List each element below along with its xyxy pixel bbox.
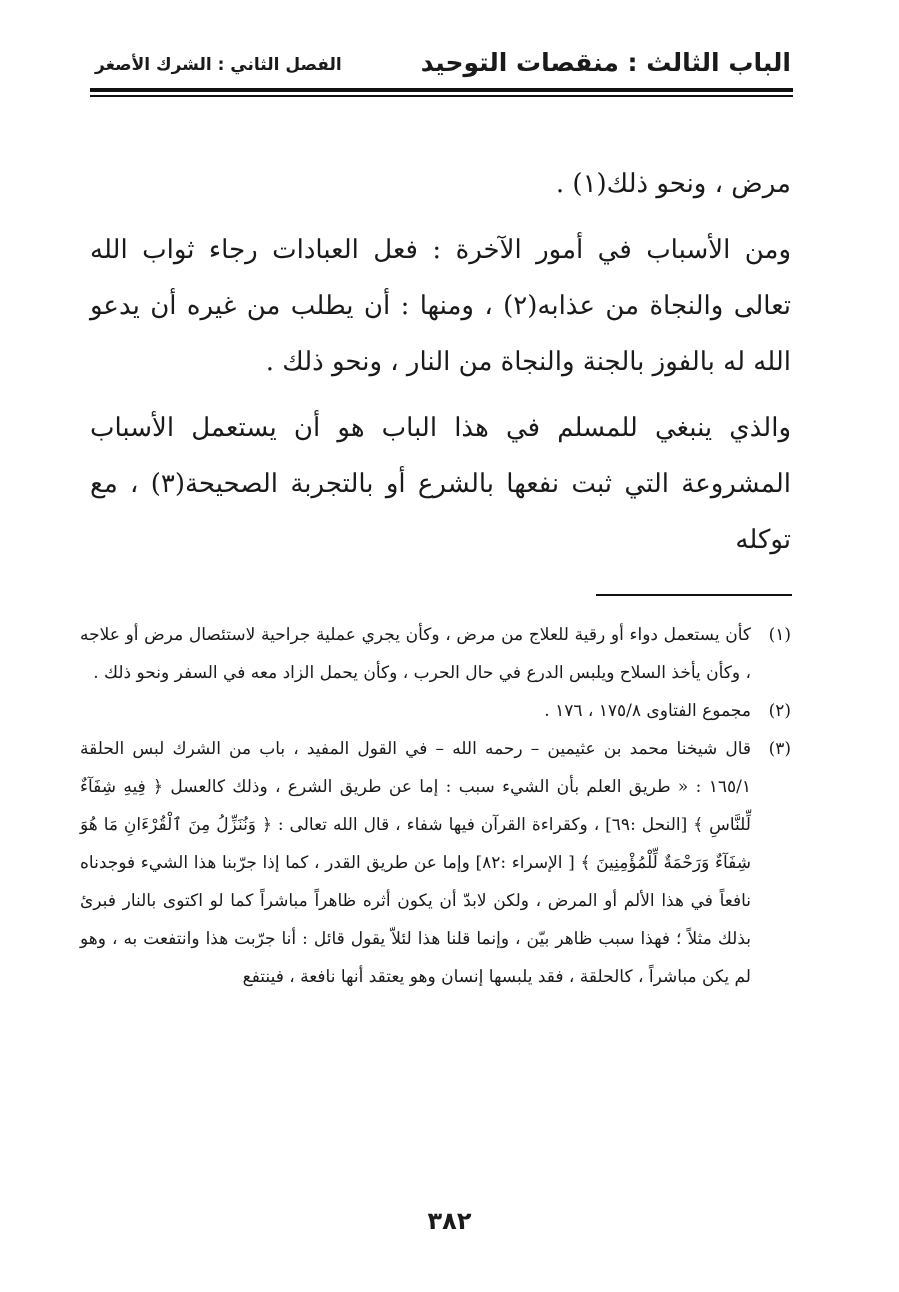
footnote-number: (٣)	[768, 739, 791, 759]
chapter-title: الباب الثالث : منقصات التوحيد	[420, 48, 791, 77]
section-title: الفصل الثاني : الشرك الأصغر	[95, 55, 342, 75]
main-text	[90, 156, 791, 568]
footnote-separator	[596, 594, 792, 596]
page-number: ٣٨٢	[427, 1207, 472, 1235]
footnotes	[80, 616, 791, 996]
running-header	[95, 46, 791, 82]
paragraph: مرض ، ونحو ذلك(١) .	[555, 169, 791, 199]
header-rule-thin	[90, 95, 793, 97]
footnote	[80, 730, 791, 996]
footnote	[80, 692, 791, 730]
footnote-text: مجموع الفتاوى ١٧٥/٨ ، ١٧٦ .	[544, 701, 751, 721]
footnote-number: (١)	[768, 625, 791, 645]
footnote-text: قال شيخنا محمد بن عثيمين – رحمه الله – في القول المفيد ، باب من الشرك لبس الحلقة ١٦٥/١ : « طريق العلم بأن الشيء سبب : إما عن طريق الشرع ، وذلك كالعسل ﴿ فِيهِ شِفَآءٌ لِّلنَّاسِ ﴾ [النحل :٦٩] ، وكقراءة القرآن فيها شفاء ، قال الله تعالى : ﴿ وَنُنَزِّلُ مِنَ ٱلْقُرْءَانِ مَا هُوَ شِفَآءٌ وَرَحْمَةٌ لِّلْمُؤْمِنِينَ ﴾ [ الإسراء :٨٢] وإما عن طريق القدر ، كما إذا جرّبنا هذا الشيء فوجدناه نافعاً في هذا الألم أو المرض ، ولكن لابدّ أن يكون أثره ظاهراً مباشراً كما لو اكتوى بالنار فبرئ بذلك مثلاً ؛ فهذا سبب ظاهر بيّن ، وإنما قلنا هذا لئلاّ يقول قائل : أنا جرّبت هذا وانتفعت به ، وهو لم يكن مباشراً ، كالحلقة ، فقد يلبسها إنسان وهو يعتقد أنها نافعة ، فينتفع	[80, 739, 751, 987]
footnote-text: كأن يستعمل دواء أو رقية للعلاج من مرض ، وكأن يجري عملية جراحية لاستئصال مرض أو علاجه ، وكأن يأخذ السلاح ويلبس الدرع في حال الحرب ، وكأن يحمل الزاد معه في السفر ونحو ذلك .	[80, 625, 751, 683]
paragraph: ومن الأسباب في أمور الآخرة : فعل العبادات رجاء ثواب الله تعالى والنجاة من عذابه(٢) ، ومنها : أن يطلب من غيره أن يدعو الله له بالفوز بالجنة والنجاة من النار ، ونحو ذلك .	[90, 235, 791, 377]
footnote-number: (٢)	[768, 701, 791, 721]
header-rule-thick	[90, 88, 793, 92]
footnote	[80, 616, 791, 692]
paragraph: والذي ينبغي للمسلم في هذا الباب هو أن يستعمل الأسباب المشروعة التي ثبت نفعها بالشرع أو بالتجربة الصحيحة(٣) ، مع توكله	[90, 413, 791, 555]
